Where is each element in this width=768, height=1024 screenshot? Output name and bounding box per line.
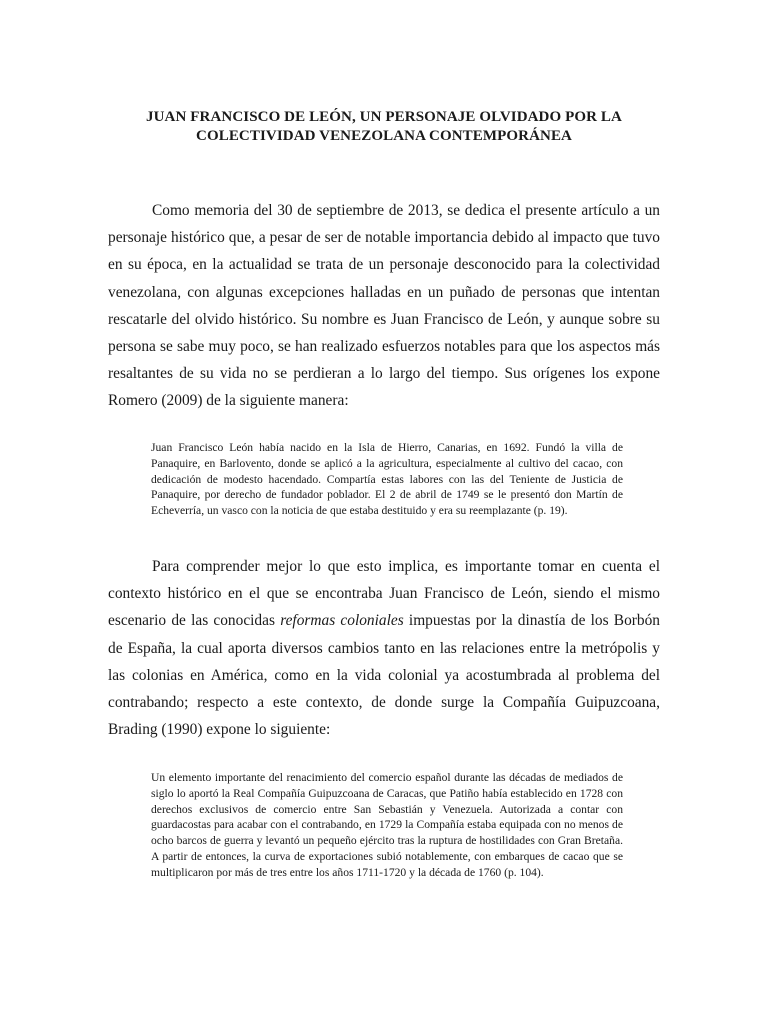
block-quote-2: Un elemento importante del renacimiento del comercio español durante las décadas de mediados de siglo lo aportó la Real Compañía Guipuzcoana de Caracas, que Patiño había establecido en 1728 con derechos exclusivos de comercio entre San Sebastián y Venezuela. Autorizada a contar con guardacostas para acabar con el contrabando, en 1729 la Compañía estaba equipada con no menos de ocho barcos de guerra y levantó un pequeño ejército tras la ruptura de hostilidades con Gran Bretaña. A partir de entonces, la curva de exportaciones subió notablemente, con embarques de cacao que se multiplicaron por más de tres entre los años 1711-1720 y la década de 1760 (p. 104). — [151, 771, 623, 879]
body-paragraph-1: Como memoria del 30 de septiembre de 2013, se dedica el presente artículo a un personaje histórico que, a pesar de ser de notable importancia debido al impacto que tuvo en su época, en la actualidad se trata de un personaje desconocido para la colectividad venezolana, con algunas excepciones halladas en un puñado de personas que intentan rescatarle del olvido histórico. Su nombre es Juan Francisco de León, y aunque sobre su persona se sabe muy poco, se han realizado esfuerzos notables para que los aspectos más resaltantes de su vida no se perdieran a lo largo del tiempo. Sus orígenes los expone Romero (2009) de la siguiente manera: — [108, 202, 660, 410]
block-quote-1: Juan Francisco León había nacido en la Isla de Hierro, Canarias, en 1692. Fundó la villa de Panaquire, en Barlovento, donde se aplicó a la agricultura, especialmente al cultivo del cacao, con dedicación de modesto hacendado. Compartía estas labores con las del Teniente de Justicia de Panaquire, por derecho de fundador poblador. El 2 de abril de 1749 se le presentó don Martín de Echeverría, un vasco con la noticia de que estaba destituido y era su reemplazante (p. 19). — [151, 441, 623, 518]
body-paragraph-2 — [108, 553, 660, 743]
title-line-1: JUAN FRANCISCO DE LEÓN, UN PERSONAJE OLVIDADO POR LA — [146, 109, 622, 125]
paragraph-2-text-end: impuestas por la dinastía de los Borbón de España, la cual aporta diversos cambios tanto en las relaciones entre la metrópolis y las colonias en América, como en la vida colonial ya acostumbrada al problema del contrabando; respecto a este contexto, de donde surge la Compañía Guipuzcoana, Brading (1990) expone lo siguiente: — [108, 612, 660, 739]
page-title — [110, 108, 658, 146]
paragraph-2-text-start: Para comprender mejor lo que esto implica, es importante tomar en cuenta el contexto histórico en el que se encontraba Juan Francisco de León, siendo el mismo escenario de las conocidas — [108, 558, 660, 630]
title-line-2: COLECTIVIDAD VENEZOLANA CONTEMPORÁNEA — [196, 128, 572, 144]
paragraph-2-italic-term: reformas coloniales — [280, 612, 404, 630]
